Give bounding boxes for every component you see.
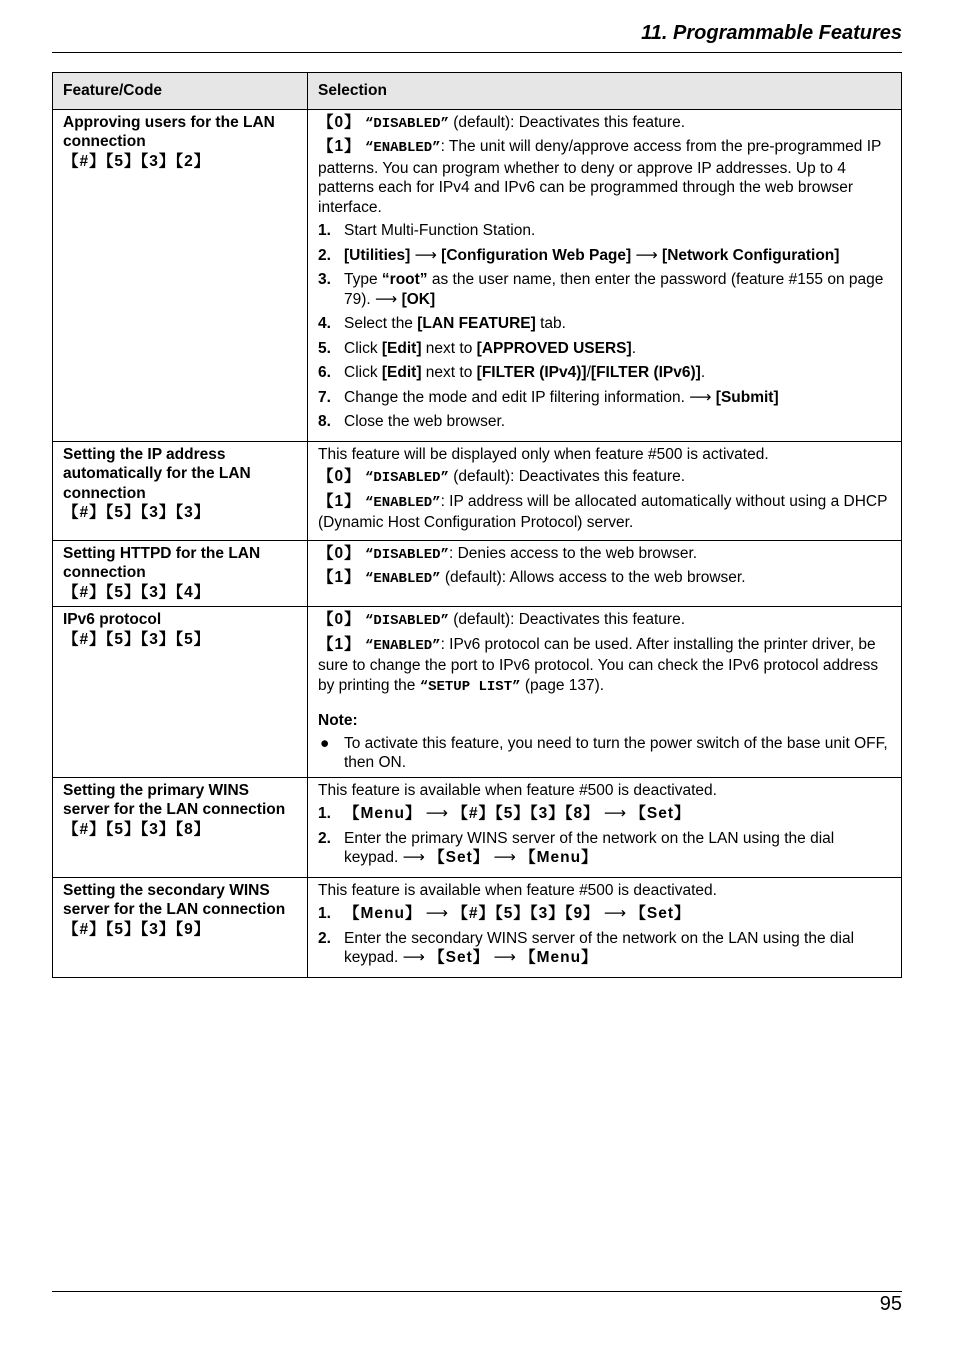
step-list: [318, 904, 891, 968]
feature-name: Setting the IP address automatically for the LAN connection: [63, 445, 251, 502]
list-item: 6. Click [Edit] next to [FILTER (IPv4)]/[FILTER (IPv6)].: [318, 364, 706, 381]
arrow-right-icon: ⟶: [603, 905, 627, 922]
list-item: 1. 【Menu】 ⟶ 【#】【5】【3】【9】 ⟶ 【Set】: [318, 905, 691, 922]
arrow-right-icon: ⟶: [493, 949, 516, 966]
feature-name: Setting the secondary WINS server for the LAN connection: [63, 881, 286, 918]
selection-cell: [308, 607, 902, 778]
feature-name: Approving users for the LAN connection: [63, 113, 275, 150]
option-0: 【0】 “DISABLED”: Denies access to the web browser.: [318, 544, 698, 563]
step-list: [318, 804, 891, 868]
feature-code: 【#】【5】【3】【2】: [63, 152, 211, 170]
arrow-right-icon: ⟶: [603, 805, 627, 822]
intro-text: This feature is available when feature #500 is deactivated.: [318, 881, 717, 899]
intro-text: This feature will be displayed only when feature #500 is activated.: [318, 445, 769, 463]
page-number: 95: [879, 1293, 902, 1315]
option-1: 【1】 “ENABLED” (default): Allows access to the web browser.: [318, 569, 746, 587]
list-item: 2. Enter the secondary WINS server of the network on the LAN using the dial keypad. ⟶ 【Set】 ⟶ 【Menu】: [318, 929, 855, 966]
page-header-title: 11. Programmable Features: [641, 22, 902, 44]
table-row: [53, 607, 902, 778]
table-row: [53, 109, 902, 441]
feature-name: Setting the primary WINS server for the LAN connection: [63, 781, 286, 818]
table-row: [53, 877, 902, 977]
option-1: 【1】 “ENABLED”: IP address will be allocated automatically without using a DHCP (Dynamic Host Configuration Protocol) server.: [318, 492, 888, 531]
feature-name: IPv6 protocol: [63, 611, 162, 628]
arrow-right-icon: ⟶: [402, 849, 425, 866]
feature-cell: [53, 109, 308, 441]
list-item: 1. Start Multi-Function Station.: [318, 222, 536, 239]
list-item: 5. Click [Edit] next to [APPROVED USERS].: [318, 339, 636, 357]
selection-cell: [308, 877, 902, 977]
table-row: [53, 777, 902, 877]
option-1: 【1】 “ENABLED”: IPv6 protocol can be used. After installing the printer driver, be sure to change the port to IPv6 protocol. You can check the IPv6 protocol address by printing the “SETUP LIST” (page 137).: [318, 635, 879, 695]
feature-cell: [53, 540, 308, 607]
arrow-right-icon: ⟶: [689, 388, 712, 406]
header-rule: [52, 52, 902, 53]
selection-cell: [308, 540, 902, 607]
note-item: ● To activate this feature, you need to turn the power switch of the base unit OFF, then ON.: [320, 734, 888, 771]
arrow-right-icon: ⟶: [425, 905, 449, 922]
feature-code: 【#】【5】【3】【9】: [63, 920, 211, 938]
option-0: 【0】 “DISABLED” (default): Deactivates this feature.: [318, 611, 686, 629]
feature-code: 【#】【5】【3】【4】: [63, 583, 211, 601]
option-0: 【0】 “DISABLED” (default): Deactivates this feature.: [318, 113, 686, 132]
list-item: 2. Enter the primary WINS server of the network on the LAN using the dial keypad. ⟶ 【Set】 ⟶ 【Menu】: [318, 829, 835, 866]
step-list: [318, 221, 891, 432]
list-item: 7. Change the mode and edit IP filtering information. ⟶ [Submit]: [318, 388, 779, 406]
arrow-right-icon: ⟶: [414, 246, 437, 264]
option-1: 【1】 “ENABLED”: The unit will deny/approve access from the pre-programmed IP patterns. You can program whether to deny or approve IP addresses. Up to 4 patterns each for IPv4 and IPv6 can be programmed through the web browser interface.: [318, 138, 882, 216]
selection-cell: [308, 109, 902, 441]
features-table: [52, 72, 902, 978]
feature-code: 【#】【5】【3】【5】: [63, 630, 211, 648]
list-item: 3. Type “root” as the user name, then enter the password (feature #155 on page 79). ⟶ [OK]: [318, 271, 884, 308]
feature-cell: [53, 607, 308, 778]
arrow-right-icon: ⟶: [375, 290, 398, 308]
arrow-right-icon: ⟶: [425, 805, 449, 822]
feature-name: Setting HTTPD for the LAN connection: [63, 544, 261, 581]
feature-cell: [53, 777, 308, 877]
feature-cell: [53, 877, 308, 977]
table-row: [53, 540, 902, 607]
selection-cell: [308, 777, 902, 877]
list-item: 4. Select the [LAN FEATURE] tab.: [318, 315, 566, 332]
arrow-right-icon: ⟶: [635, 246, 658, 264]
column-header-feature-code: Feature/Code: [53, 73, 308, 110]
selection-cell: [308, 441, 902, 540]
table-header-row: [53, 73, 902, 110]
column-header-selection: Selection: [308, 73, 902, 110]
option-0: 【0】 “DISABLED” (default): Deactivates this feature.: [318, 468, 686, 486]
table-row: [53, 441, 902, 540]
arrow-right-icon: ⟶: [402, 949, 425, 966]
feature-code: 【#】【5】【3】【8】: [63, 820, 211, 838]
arrow-right-icon: ⟶: [493, 849, 516, 866]
list-item: 2. [Utilities] ⟶ [Configuration Web Page] ⟶ [Network Configuration]: [318, 246, 840, 264]
intro-text: This feature is available when feature #500 is deactivated.: [318, 781, 717, 799]
list-item: 8. Close the web browser.: [318, 413, 506, 430]
bullet-icon: ●: [320, 734, 330, 752]
list-item: 1. 【Menu】 ⟶ 【#】【5】【3】【8】 ⟶ 【Set】: [318, 805, 691, 822]
footer-rule: [52, 1291, 902, 1292]
feature-cell: [53, 441, 308, 540]
note-heading: Note:: [318, 712, 358, 729]
feature-code: 【#】【5】【3】【3】: [63, 504, 211, 521]
